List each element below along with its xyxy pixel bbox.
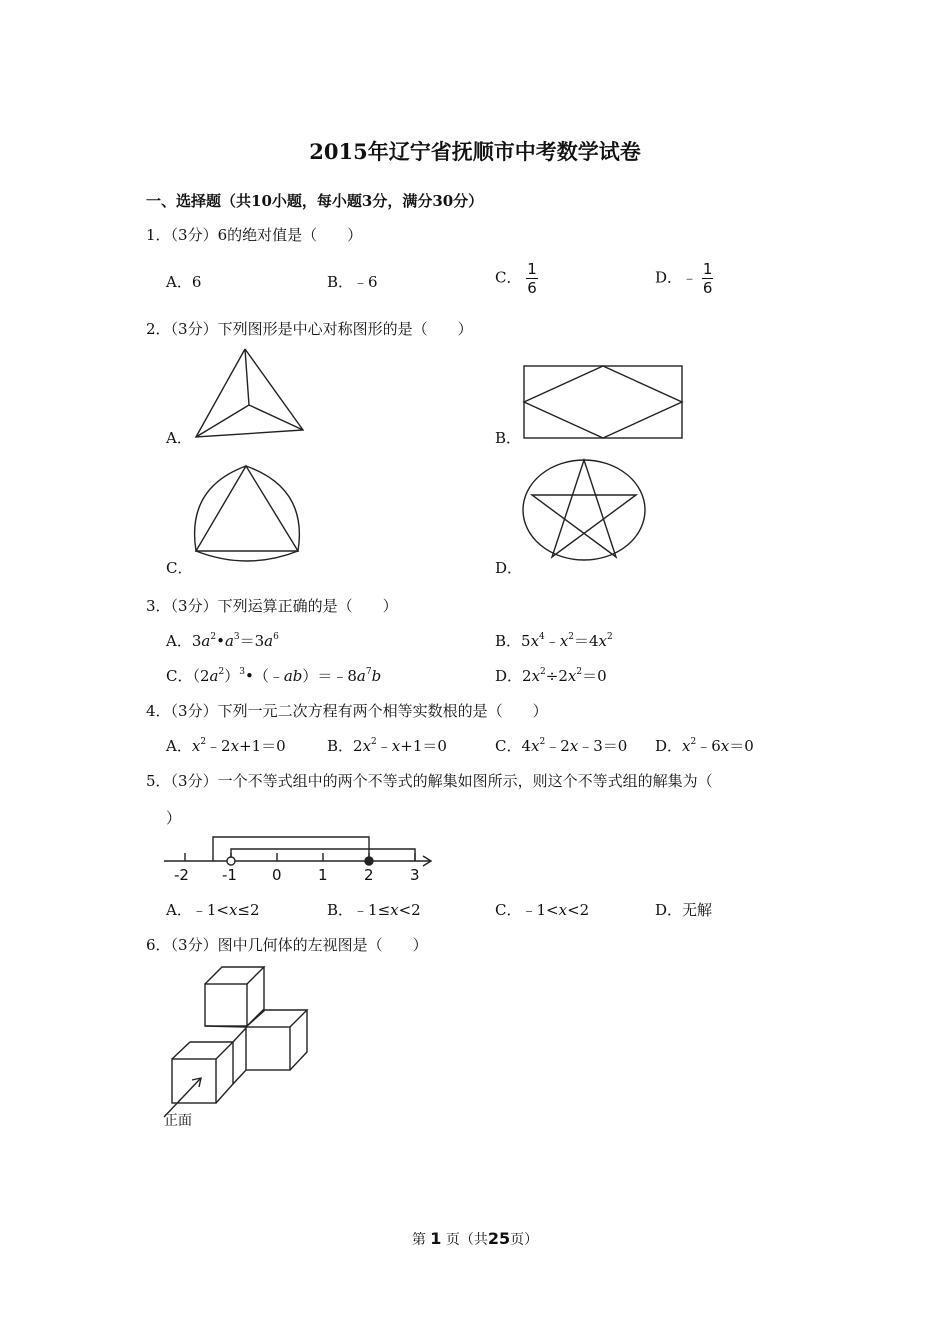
question-number: 3．	[146, 597, 171, 615]
tick-label: 1	[318, 866, 328, 884]
tick-label: 0	[272, 866, 282, 884]
tick-label: 3	[410, 866, 420, 884]
tick-label: -1	[222, 866, 237, 884]
page-title: 2015年辽宁省抚顺市中考数学试卷	[309, 139, 641, 164]
q5-option-d: D．无解	[655, 901, 713, 919]
q1-option-b: B．﹣6	[327, 273, 378, 291]
q1-option-c	[495, 260, 538, 297]
question-number: 5．	[146, 772, 171, 790]
page-number: 1	[430, 1229, 442, 1248]
page-footer	[0, 1229, 950, 1249]
footer-text: 第	[411, 1232, 426, 1248]
figure-rectangle-rhombus	[523, 365, 685, 441]
q1-option-a: A．6	[166, 273, 202, 291]
question-number: 1．	[146, 226, 171, 244]
tick-label: 2	[364, 866, 374, 884]
q5-option-a: A．﹣1<x≤2	[166, 901, 260, 919]
q3-option-c: C．$(2a^2)^3•(﹣ab)=﹣8a^7b$	[166, 667, 382, 685]
q4-option-a: A．$x^2﹣2x+1=0$	[166, 737, 286, 755]
q3-option-b: B．$5x^4﹣x^2=4x^2$	[495, 632, 613, 650]
number-line-labels	[163, 866, 438, 886]
question-number: 4．	[146, 702, 171, 720]
figure-pentagram-ellipse	[520, 457, 650, 565]
footer-text: 页（共	[445, 1232, 488, 1248]
question-2	[146, 318, 473, 339]
question-text: （3分）一个不等式组中的两个不等式的解集如图所示，则这个不等式组的解集为（	[170, 772, 713, 790]
q4-option-d: D．$x^2﹣6x=0$	[655, 737, 754, 755]
denominator: 6	[527, 279, 537, 297]
fraction	[526, 260, 538, 297]
question-text: （3分）下列一元二次方程有两个相等实数根的是（ ）	[170, 702, 548, 720]
figure-reuleaux-triangle	[190, 463, 305, 558]
q2-option-c: C．	[166, 559, 193, 577]
question-text: （3分）图中几何体的左视图是（ ）	[170, 936, 428, 954]
question-5	[146, 770, 713, 791]
q1-option-d	[655, 260, 713, 297]
q2-option-a: A．	[166, 429, 192, 447]
question-number: 2．	[146, 320, 171, 338]
option-label: C．	[495, 268, 522, 287]
q5-option-c: C．﹣1<x<2	[495, 901, 590, 919]
question-6	[146, 934, 428, 955]
question-1	[146, 224, 362, 245]
question-5-continued: ）	[166, 809, 182, 827]
figure-pinwheel-triangle	[190, 345, 310, 440]
numerator: 1	[527, 260, 537, 278]
figure-cube-solid	[160, 962, 315, 1112]
question-text: （3分）下列运算正确的是（ ）	[170, 597, 398, 615]
question-number: 6．	[146, 936, 171, 954]
question-text: （3分）6的绝对值是（ ）	[170, 226, 363, 244]
tick-label: -2	[174, 866, 189, 884]
front-label: 正面	[164, 1113, 192, 1129]
section-heading: 一、选择题（共10小题，每小题3分，满分30分）	[146, 192, 484, 210]
q2-option-b: B．	[495, 429, 522, 447]
question-3	[146, 595, 398, 616]
denominator: 6	[702, 279, 713, 297]
total-pages: 25	[487, 1229, 511, 1248]
q2-option-d: D．	[495, 559, 523, 577]
option-label: D．﹣	[655, 268, 698, 287]
q4-option-c: C．$4x^2﹣2x﹣3=0$	[495, 737, 628, 755]
numerator: 1	[702, 260, 713, 278]
question-text: （3分）下列图形是中心对称图形的是（ ）	[170, 320, 473, 338]
q3-option-d: D．$2x^2\div 2x^2=0$	[495, 667, 607, 685]
footer-text: 页）	[510, 1232, 539, 1248]
q5-option-b: B．﹣1≤x<2	[327, 901, 421, 919]
question-4	[146, 700, 548, 721]
fraction	[702, 260, 714, 297]
q3-option-a: A．$3a^2•a^3=3a^6$	[166, 632, 279, 650]
q4-option-b: B．$2x^2﹣x+1=0$	[327, 737, 447, 755]
